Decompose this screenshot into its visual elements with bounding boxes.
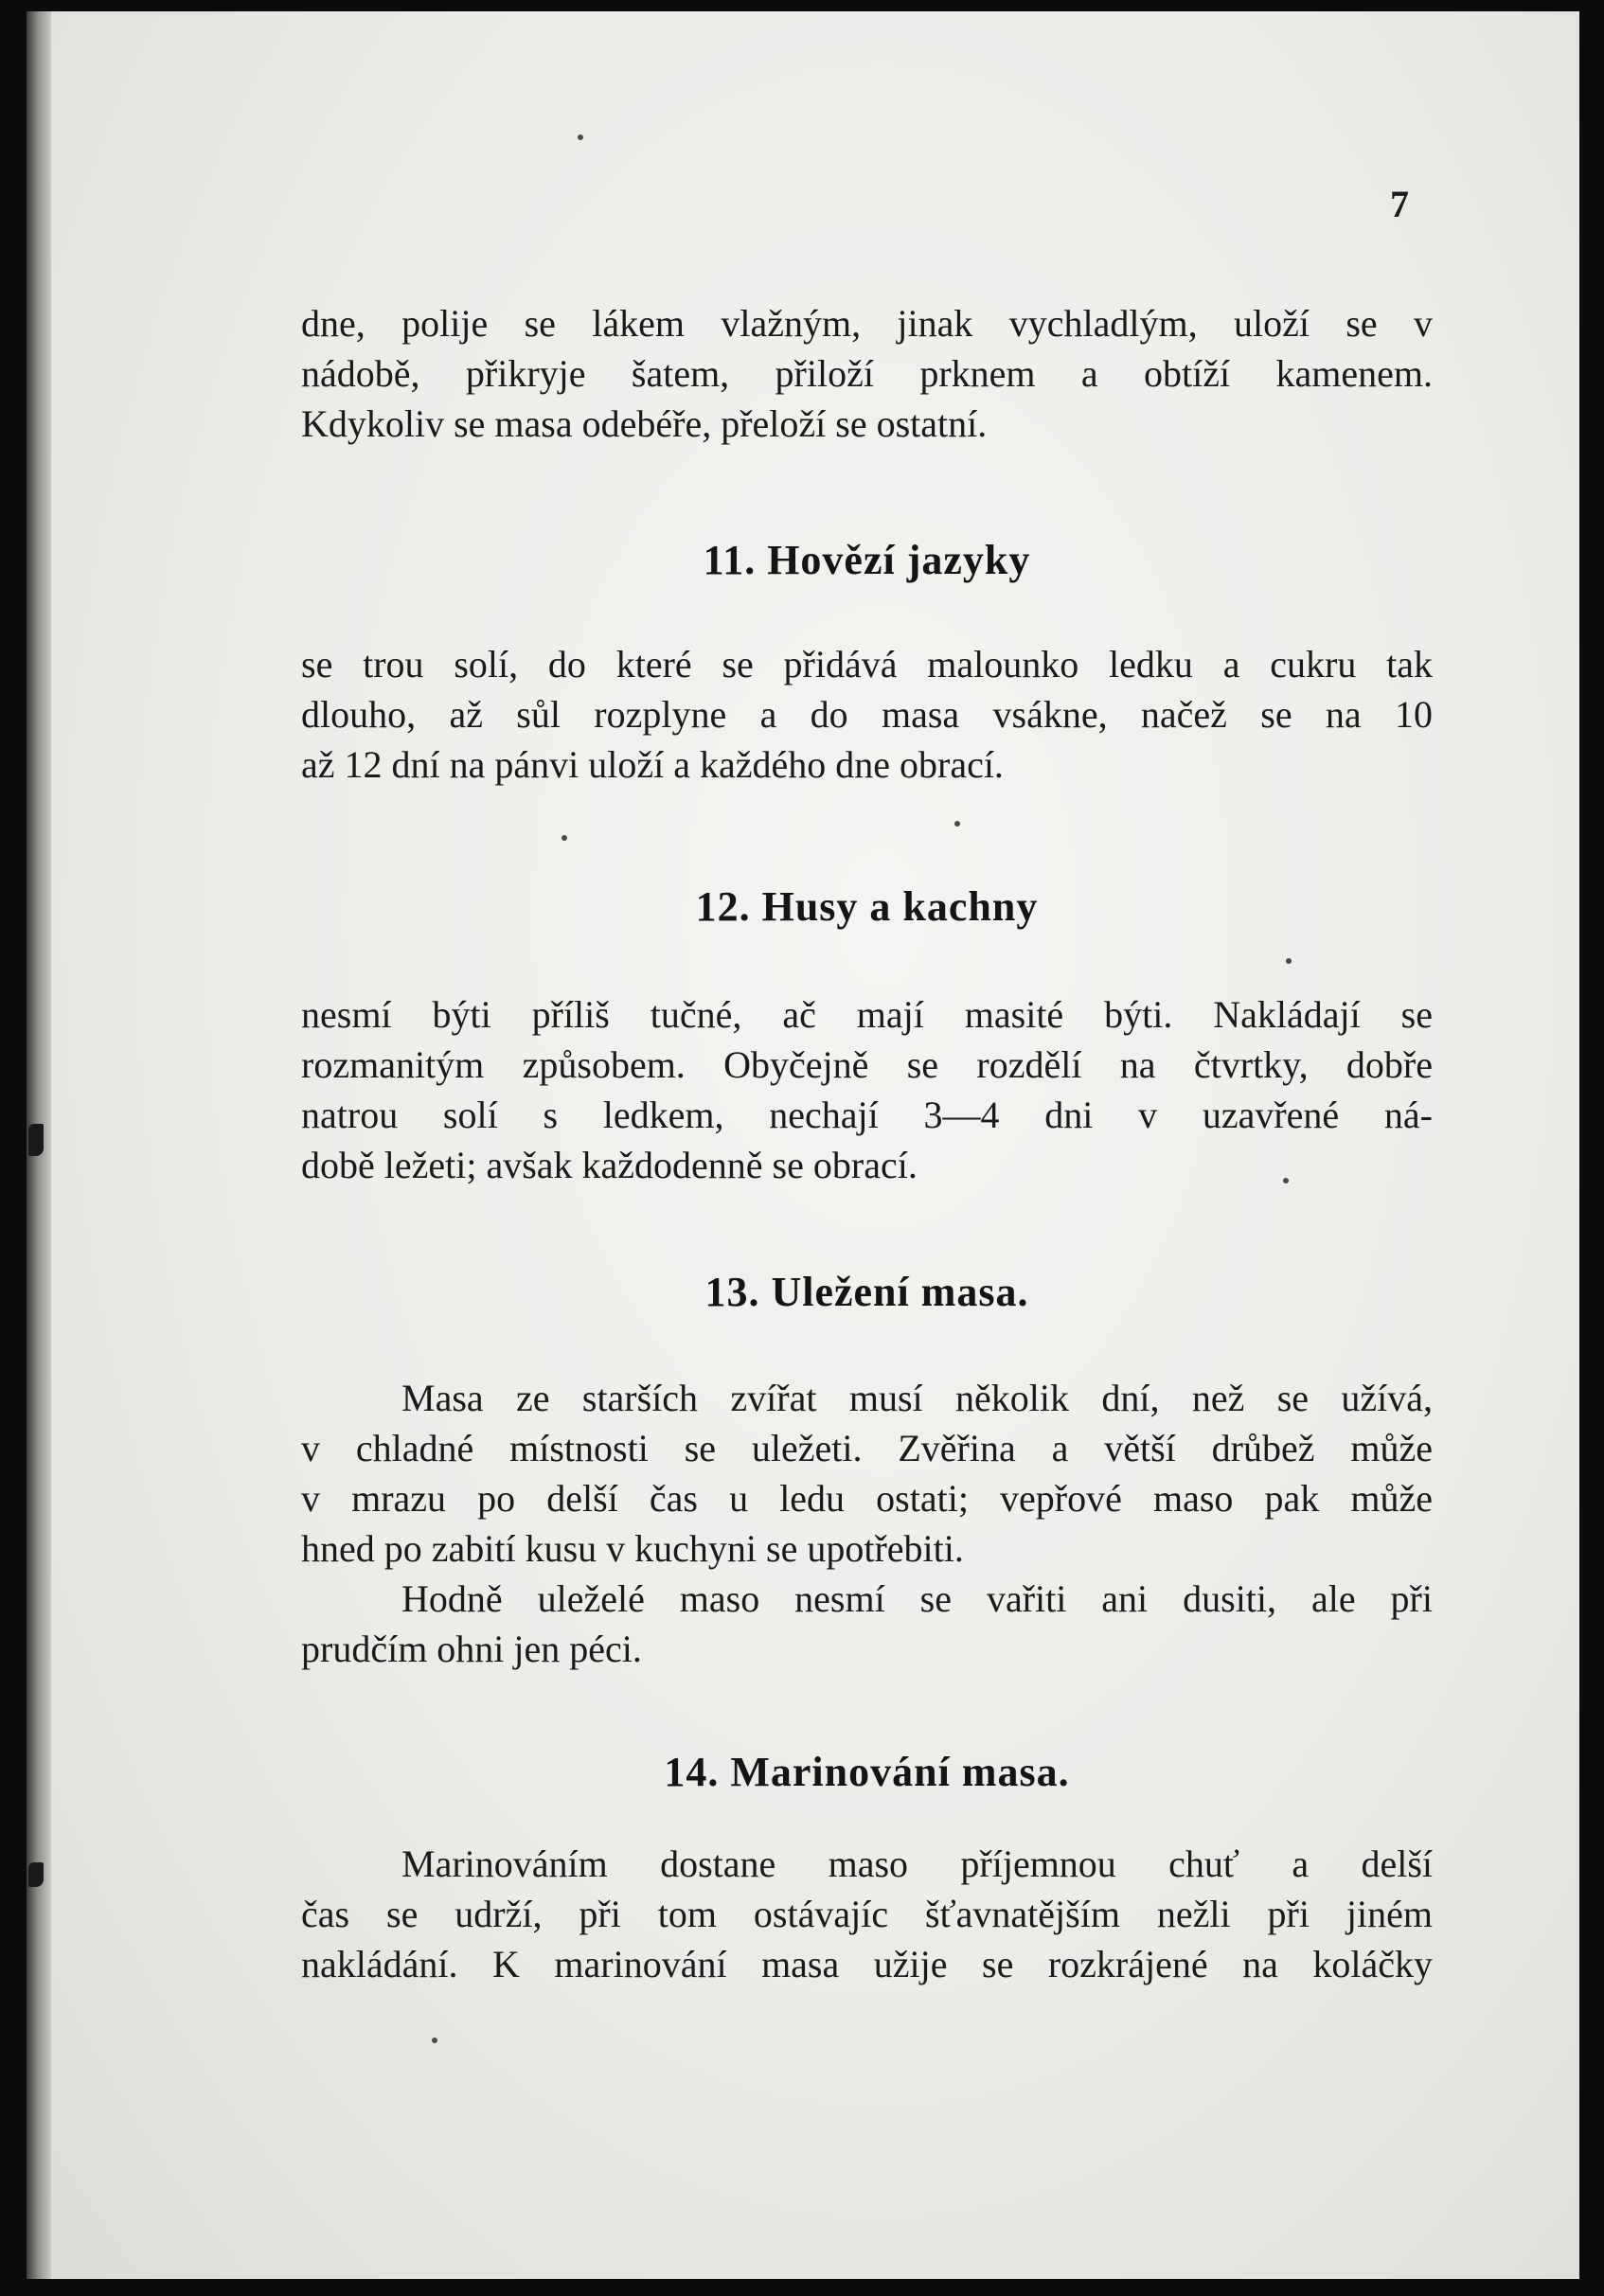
text-line: čas se udrží, při tom ostávajíc šťavnatějším nežli při jiném [301,1893,1433,1935]
text-line: době ležeti; avšak každodenně se obrací. [301,1144,918,1186]
section-heading-14: 14. Marinování masa. [664,1749,1070,1795]
page-spine-shadow [27,11,51,2279]
text-line: Marinováním dostane maso příjemnou chuť a delší [401,1842,1433,1885]
text-line: nádobě, přikryje šatem, přiloží prknem a obtíží kamenem. [301,352,1433,395]
text-line: Masa ze starších zvířat musí několik dní, než se užívá, [401,1377,1433,1419]
section-heading-12: 12. Husy a kachny [695,883,1039,930]
text-line: Kdykoliv se masa odebéře, přeloží se ostatní. [301,402,988,445]
text-line: hned po zabití kusu v kuchyni se upotřebiti. [301,1527,964,1570]
scan-speck [954,821,960,827]
text-line: nakládání. K marinování masa užije se rozkrájené na koláčky [301,1943,1433,1985]
text-line: až 12 dní na pánvi uloží a každého dne obrací. [301,743,1004,786]
text-line: nesmí býti příliš tučné, ač mají masité býti. Nakládají se [301,993,1433,1036]
text-line: v mrazu po delší čas u ledu ostati; vepřové maso pak může [301,1477,1433,1520]
text-line: dlouho, až sůl rozplyne a do masa vsákne, načež se na 10 [301,693,1433,736]
section-heading-13: 13. Uležení masa. [704,1269,1029,1315]
scan-speck [1286,958,1292,964]
scan-speck [578,134,583,140]
text-line: se trou solí, do které se přidává malounko ledku a cukru tak [301,643,1433,685]
text-line: v chladné místnosti se uležeti. Zvěřina a větší drůbež může [301,1427,1433,1469]
text-line: rozmanitým způsobem. Obyčejně se rozdělí na čtvrtky, dobře [301,1043,1433,1086]
paragraph-section-11 [301,639,1433,790]
page-number: 7 [1390,183,1409,225]
text-line: prudčím ohni jen péci. [301,1628,642,1670]
binding-mark [28,1124,44,1156]
paragraph-section-13 [301,1373,1433,1674]
text-line: Hodně uleželé maso nesmí se vařiti ani dusiti, ale při [401,1577,1433,1620]
book-page [27,11,1579,2279]
paragraph-continuation [301,298,1433,449]
scan-speck [561,835,567,841]
text-line: dne, polije se lákem vlažným, jinak vychladlým, uloží se v [301,302,1433,345]
paragraph-section-12 [301,989,1433,1190]
binding-mark [28,1862,44,1887]
paragraph-section-14 [301,1839,1433,1989]
text-line: natrou solí s ledkem, nechají 3—4 dni v uzavřené ná- [301,1094,1433,1136]
scan-speck [1283,1178,1289,1184]
scan-speck [432,2038,437,2043]
section-heading-11: 11. Hovězí jazyky [703,537,1031,583]
